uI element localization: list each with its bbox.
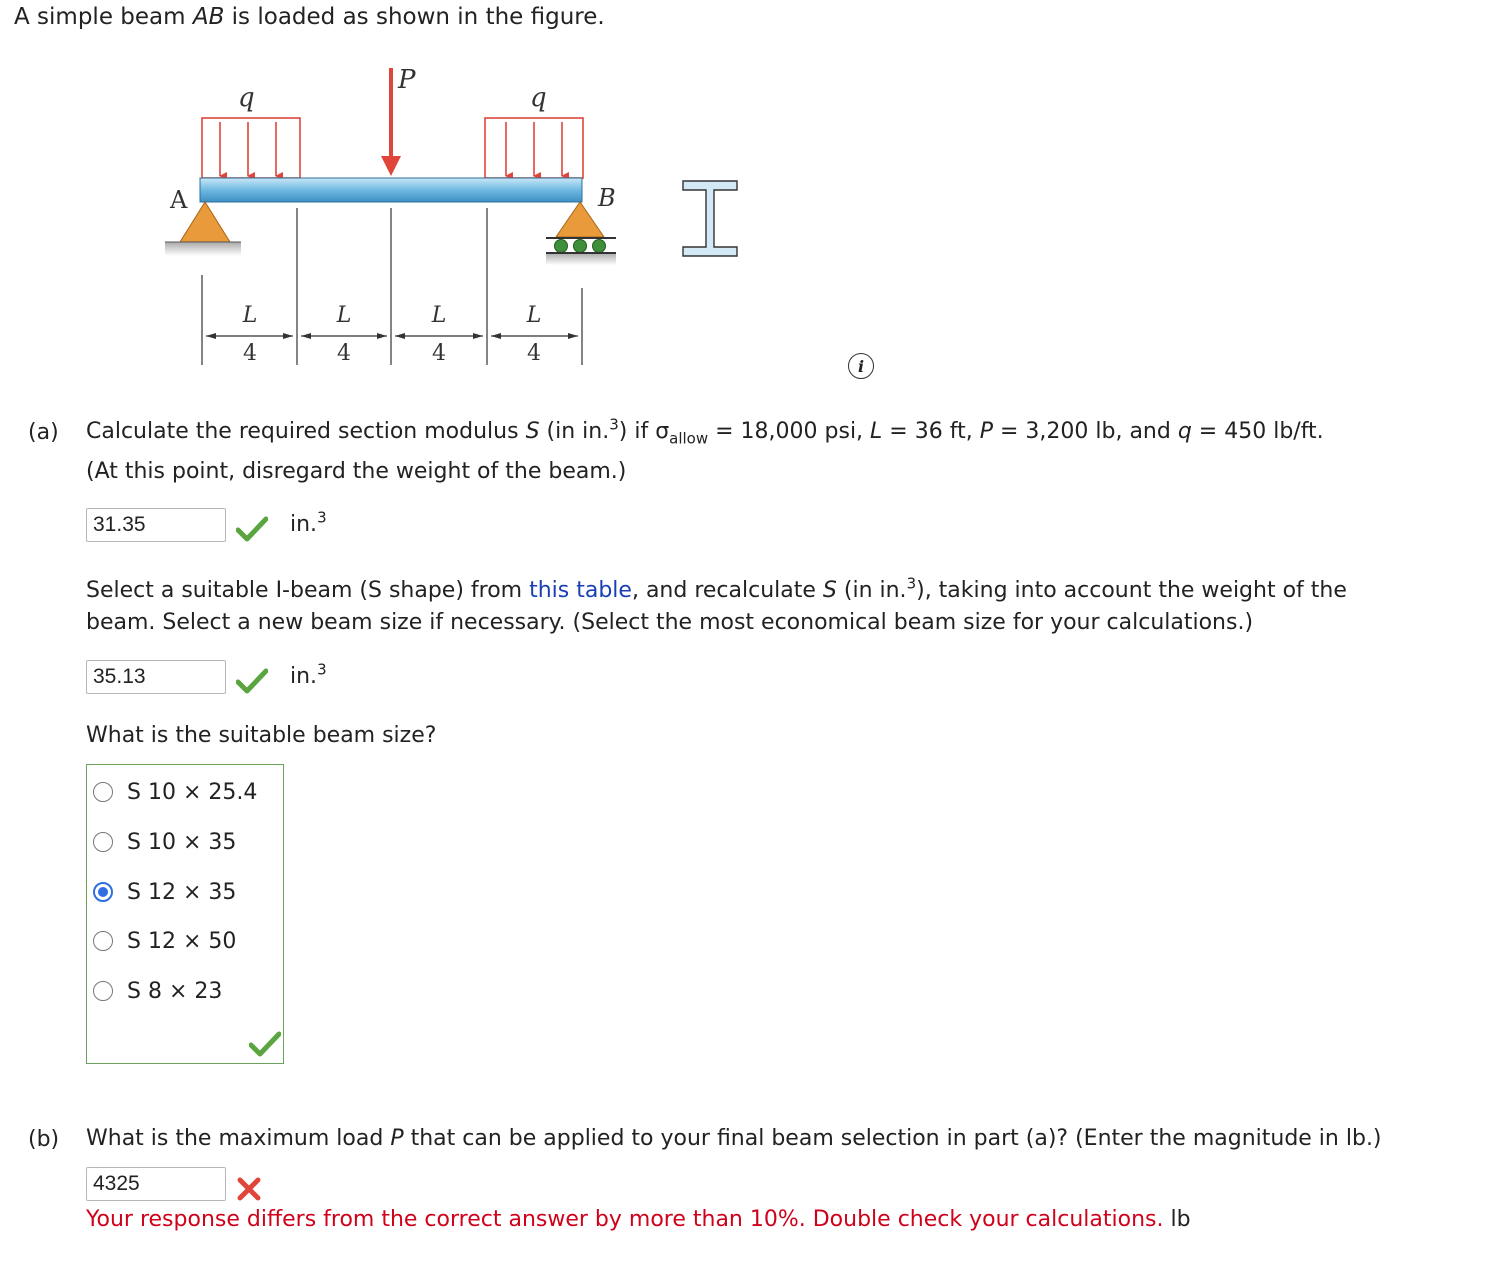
pb-var-p: P [390,1126,404,1151]
dim-4-numerator: L [526,303,542,328]
correct-check-icon [236,668,268,694]
correct-check-icon [236,516,268,542]
q1-sub-allow: allow [669,429,709,448]
option-s12x50[interactable] [93,926,236,956]
incorrect-x-icon [236,1176,262,1202]
radio-button[interactable] [93,931,113,951]
q1-text-d: = 18,000 psi, [708,419,871,444]
q1-var-p: P [979,419,993,444]
unit-2-sup: 3 [317,660,327,679]
q1-var-q: q [1177,419,1192,444]
option-label: S 10 × 35 [127,829,237,855]
error-message: Your response differs from the correct answer by more than 10%. Double check your calculations. [86,1207,1164,1232]
dim-1-numerator: L [242,303,258,328]
answer-input-1[interactable]: 31.35 [86,508,226,542]
part-a-question2-line2: beam. Select a new beam size if necessary. (Select the most economical beam size for your calculations.) [86,610,1254,635]
q1-text-b: (in in. [539,419,610,444]
option-label: S 12 × 50 [127,928,237,954]
distributed-load-right [485,118,583,178]
part-b-question [86,1123,1382,1155]
correct-check-icon [249,1031,281,1057]
unit-1-sup: 3 [317,508,327,527]
radio-button[interactable] [93,832,113,852]
load-p-label: P [398,65,416,95]
intro-suffix: is loaded as shown in the figure. [224,4,605,30]
q1-text-e: = 36 ft, [882,419,980,444]
dimension-lines [202,208,582,365]
part-a-question-line1 [86,416,1324,448]
dim-3-numerator: L [431,303,447,328]
q1-text-c: ) if σ [618,419,670,444]
beam-figure [150,60,770,380]
q2-text-b: , and recalculate [631,578,823,603]
q1-text-a: Calculate the required section modulus [86,419,526,444]
this-table-link[interactable]: this table [529,578,632,603]
radio-button[interactable] [93,981,113,1001]
support-a-label: A [170,186,188,214]
pb-text-a: What is the maximum load [86,1126,391,1151]
beam-size-options [86,764,284,1064]
part-a-label: (a) [28,420,59,445]
option-label: S 12 × 35 [127,879,237,905]
unit-1-text: in. [290,512,318,537]
q1-text-g: = 450 lb/ft. [1191,419,1324,444]
unit-2-text: in. [290,664,318,689]
distributed-load-left [202,118,300,178]
answer-input-b[interactable]: 4325 [86,1167,226,1201]
option-label: S 10 × 25.4 [127,779,258,805]
unit-2 [290,662,327,692]
q1-sup: 3 [609,415,619,434]
q1-var-l: L [870,419,883,444]
pb-text-b: that can be applied to your final beam selection in part (a)? (Enter the magnitude in lb.) [403,1126,1382,1151]
i-beam-section-icon [683,181,737,256]
part-a-question2-line1 [86,575,1347,607]
option-s10x25-4[interactable] [93,777,257,807]
part-a-question3: What is the suitable beam size? [86,723,437,748]
info-icon[interactable]: i [848,353,874,379]
part-a-question-line2: (At this point, disregard the weight of the beam.) [86,459,627,484]
option-label: S 8 × 23 [127,978,223,1004]
answer-input-2[interactable]: 35.13 [86,660,226,694]
q2-text-c: (in in. [836,578,907,603]
q2-var-s: S [822,578,837,603]
radio-button[interactable] [93,782,113,802]
dim-3-denominator: 4 [432,341,446,366]
intro-beam-name: AB [192,4,225,30]
q2-text-a: Select a suitable I-beam (S shape) from [86,578,530,603]
dim-4-denominator: 4 [527,341,541,366]
part-b-label: (b) [28,1127,60,1152]
dim-2-numerator: L [336,303,352,328]
radio-button-selected[interactable] [93,882,113,902]
unit-b: lb [1170,1207,1191,1232]
q1-text-f: = 3,200 lb, and [992,419,1178,444]
unit-1 [290,510,327,540]
q2-text-d: ), taking into account the weight of the [916,578,1347,603]
load-q-left-label: q [238,83,255,113]
dimension-labels [238,303,548,366]
error-feedback [86,1204,1191,1236]
dim-1-denominator: 4 [243,341,257,366]
load-q-right-label: q [530,83,547,113]
q2-sup: 3 [906,574,917,593]
intro-text [14,2,605,32]
option-s12x35[interactable] [93,877,236,907]
option-s8x23[interactable] [93,976,222,1006]
beam [200,178,582,202]
option-s10x35[interactable] [93,827,236,857]
intro-prefix: A simple beam [14,4,193,30]
q1-var-s: S [525,419,540,444]
support-b-label: B [598,184,616,212]
dim-2-denominator: 4 [337,341,351,366]
